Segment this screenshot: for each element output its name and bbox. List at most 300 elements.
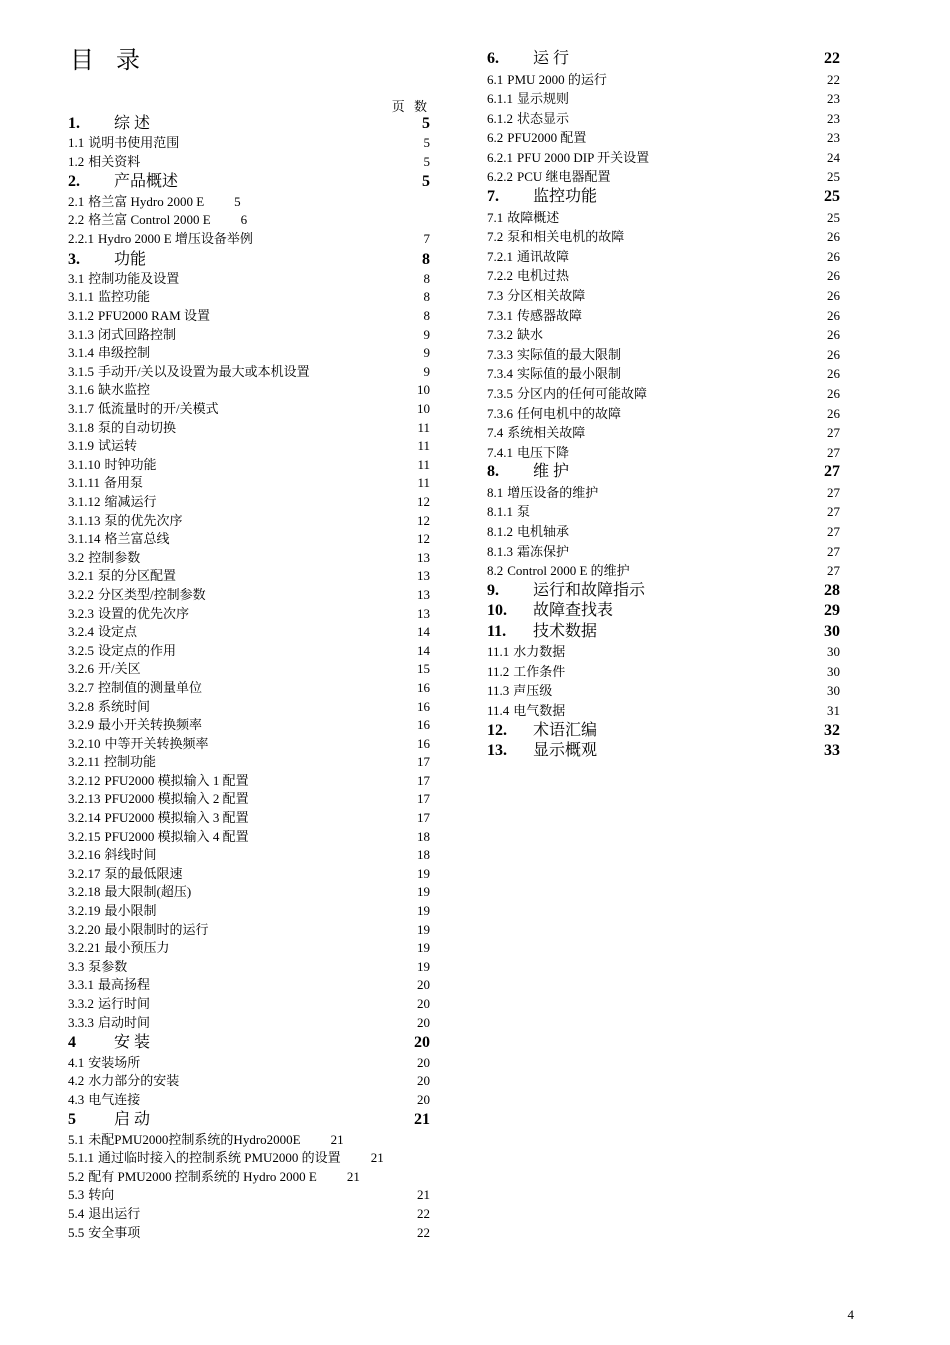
- toc-entry-number: 7.4.1: [487, 444, 513, 460]
- toc-entry-number: 7.3.5: [487, 385, 513, 401]
- toc-entry-page: 17: [417, 754, 430, 770]
- toc-entry[interactable]: [68, 1054, 430, 1073]
- toc-entry[interactable]: [487, 306, 840, 326]
- toc-entry-title: 通讯故障: [517, 248, 570, 264]
- toc-entry-number: 11.2: [487, 663, 510, 679]
- toc-chapter-entry[interactable]: [487, 721, 840, 742]
- toc-entry-title: 水力数据: [513, 644, 566, 660]
- toc-chapter-entry[interactable]: [487, 601, 840, 622]
- toc-entry-page: 28: [824, 581, 840, 599]
- toc-entry[interactable]: [487, 502, 840, 522]
- toc-entry[interactable]: [487, 167, 840, 187]
- toc-entry-title: 水力部分的安装: [88, 1073, 180, 1089]
- toc-entry-page: 5: [422, 173, 430, 191]
- toc-entry-number: 7.3.1: [487, 307, 513, 323]
- toc-entry[interactable]: [68, 1224, 430, 1243]
- toc-entry-page: 22: [827, 71, 840, 87]
- toc-entry-page: 20: [417, 1091, 430, 1107]
- toc-entry[interactable]: [487, 443, 840, 463]
- toc-entry[interactable]: [68, 698, 430, 717]
- toc-entry-title: PFU2000 模拟输入 2 配置: [104, 791, 249, 807]
- toc-entry-number: 3.2.18: [68, 884, 101, 900]
- toc-entry-page: 13: [417, 549, 430, 565]
- toc-entry-number: 6.1.2: [487, 110, 513, 126]
- toc-entry-title: 工作条件: [513, 663, 566, 679]
- toc-entry-title: 相关资料: [88, 153, 141, 169]
- toc-entry-page: 27: [827, 543, 840, 559]
- toc-entry-title: 产品概述: [114, 173, 179, 191]
- toc-entry-title: 控制功能及设置: [88, 270, 180, 286]
- toc-entry-title: PFU 2000 DIP 开关设置: [517, 149, 650, 165]
- toc-chapter-entry[interactable]: [487, 581, 840, 602]
- toc-entry-number: 8.2: [487, 563, 504, 579]
- toc-entry-number: 3.1: [68, 270, 85, 286]
- toc-entry-page: 5: [423, 135, 430, 151]
- toc-entry[interactable]: [68, 530, 430, 549]
- toc-entry-number: 3.1.8: [68, 419, 94, 435]
- toc-entry[interactable]: [68, 419, 430, 438]
- toc-entry-title: 设定点: [98, 624, 138, 640]
- toc-entry[interactable]: [68, 679, 430, 698]
- toc-entry-title: 备用泵: [104, 475, 144, 491]
- toc-entry-title: 泵和相关电机的故障: [507, 229, 625, 245]
- toc-entry-number: 12.: [487, 721, 507, 739]
- toc-entry-number: 8.1: [487, 484, 504, 500]
- toc-entry[interactable]: [68, 230, 430, 249]
- toc-entry-number: 7.2.1: [487, 248, 513, 264]
- toc-entry[interactable]: [68, 326, 430, 345]
- toc-entry[interactable]: [68, 1072, 430, 1091]
- toc-entry[interactable]: [68, 193, 430, 212]
- toc-entry-title: 格兰富总线: [104, 531, 170, 547]
- footer-page-number: 4: [847, 1307, 854, 1322]
- toc-entry-page: 29: [824, 602, 840, 620]
- toc-entry-title: 系统相关故障: [507, 425, 586, 441]
- toc-entry[interactable]: [68, 567, 430, 586]
- toc-entry-number: 3.1.5: [68, 363, 94, 379]
- toc-entry-page: 26: [827, 327, 840, 343]
- toc-entry-page: 16: [417, 679, 430, 695]
- toc-entry-title: 最小预压力: [104, 940, 170, 956]
- toc-chapter-entry[interactable]: [68, 113, 430, 134]
- toc-entry-page: 9: [423, 345, 430, 361]
- toc-entry[interactable]: [68, 995, 430, 1014]
- toc-entry-title: 运行时间: [98, 996, 151, 1012]
- toc-entry-title: 中等开关转换频率: [104, 735, 209, 751]
- toc-entry-title: PFU2000 RAM 设置: [98, 308, 210, 324]
- toc-entry-title: Hydro 2000 E 增压设备举例: [98, 230, 253, 246]
- toc-entry-number: 5.5: [68, 1224, 85, 1240]
- toc-entry[interactable]: [68, 270, 430, 289]
- toc-entry-number: 3.1.11: [68, 475, 101, 491]
- toc-entry-page: 5: [234, 193, 241, 209]
- toc-chapter-entry[interactable]: [68, 1032, 430, 1053]
- toc-entry-page: 27: [827, 563, 840, 579]
- toc-entry-number: 5.1.1: [68, 1150, 94, 1166]
- toc-entry[interactable]: [68, 211, 430, 230]
- toc-entry[interactable]: [68, 605, 430, 624]
- toc-entry-title: 手动开/关以及设置为最大或本机设置: [98, 363, 310, 379]
- toc-entry-number: 3.2.19: [68, 903, 101, 919]
- toc-entry-page: 23: [827, 91, 840, 107]
- toc-entry[interactable]: [68, 735, 430, 754]
- toc-entry[interactable]: [68, 1168, 430, 1187]
- toc-entry-number: 3.3: [68, 958, 85, 974]
- toc-entry-title: 安装场所: [88, 1054, 141, 1070]
- toc-entry-number: 3.1.9: [68, 438, 94, 454]
- page-title: 目 录: [70, 48, 148, 74]
- toc-entry[interactable]: [68, 790, 430, 809]
- toc-entry-page: 9: [423, 363, 430, 379]
- toc-entry-page: 13: [417, 568, 430, 584]
- toc-entry[interactable]: [487, 208, 840, 228]
- toc-entry-title: 实际值的最大限制: [517, 346, 622, 362]
- toc-entry[interactable]: [68, 921, 430, 940]
- toc-entry-page: 21: [346, 1168, 360, 1184]
- toc-entry-number: 6.1.1: [487, 91, 513, 107]
- toc-entry-title: 最小开关转换频率: [98, 717, 203, 733]
- toc-entry-page: 27: [827, 523, 840, 539]
- toc-entry-title: 启 动: [114, 1111, 151, 1129]
- toc-entry-page: 23: [827, 110, 840, 126]
- toc-entry-page: 20: [417, 996, 430, 1012]
- toc-entry[interactable]: [68, 642, 430, 661]
- toc-entry[interactable]: [487, 681, 840, 701]
- toc-entry-number: 3.1.13: [68, 512, 101, 528]
- toc-entry-page: 21: [330, 1131, 344, 1147]
- toc-entry-page: 32: [824, 721, 840, 739]
- toc-entry-title: 泵的分区配置: [98, 568, 177, 584]
- toc-entry-page: 26: [827, 385, 840, 401]
- toc-entry-title: 故障概述: [507, 209, 560, 225]
- toc-entry[interactable]: [487, 89, 840, 109]
- toc-entry-title: 术语汇编: [533, 721, 598, 739]
- toc-chapter-entry[interactable]: [487, 187, 840, 208]
- toc-chapter-entry[interactable]: [487, 622, 840, 643]
- toc-entry-number: 5.2: [68, 1168, 85, 1184]
- toc-entry-number: 3.1.7: [68, 401, 94, 417]
- toc-entry-number: 13.: [487, 742, 507, 760]
- toc-entry-page: 26: [827, 346, 840, 362]
- toc-entry[interactable]: [68, 586, 430, 605]
- toc-entry-page: 20: [417, 1073, 430, 1089]
- toc-entry-number: 11.3: [487, 683, 510, 699]
- toc-entry-title: 试运转: [98, 438, 138, 454]
- toc-entry-page: 19: [417, 958, 430, 974]
- toc-entry[interactable]: [68, 883, 430, 902]
- toc-entry-number: 4.3: [68, 1091, 85, 1107]
- toc-entry[interactable]: [68, 344, 430, 363]
- toc-entry[interactable]: [68, 865, 430, 884]
- toc-entry-number: 3.1.1: [68, 289, 94, 305]
- toc-entry-number: 8.1.2: [487, 523, 513, 539]
- toc-entry-title: 设置的优先次序: [98, 605, 190, 621]
- toc-entry-title: 电气数据: [513, 703, 566, 719]
- toc-entry-number: 3.3.3: [68, 1014, 94, 1030]
- toc-entry-page: 11: [417, 475, 430, 491]
- toc-entry-page: 8: [423, 308, 430, 324]
- toc-entry-page: 25: [827, 209, 840, 225]
- toc-entry[interactable]: [487, 701, 840, 721]
- toc-entry[interactable]: [487, 109, 840, 129]
- toc-entry[interactable]: [487, 325, 840, 345]
- toc-entry-page: 33: [824, 742, 840, 760]
- toc-entry-page: 19: [417, 865, 430, 881]
- toc-entry[interactable]: [487, 247, 840, 267]
- toc-entry[interactable]: [68, 623, 430, 642]
- toc-entry-number: 2.: [68, 173, 80, 191]
- toc-entry-number: 1.2: [68, 153, 85, 169]
- toc-entry-title: Control 2000 E 的维护: [507, 563, 630, 579]
- toc-entry-title: 声压级: [513, 683, 553, 699]
- toc-entry[interactable]: [487, 364, 840, 384]
- toc-entry[interactable]: [487, 662, 840, 682]
- toc-entry-page: 26: [827, 248, 840, 264]
- toc-entry-page: 19: [417, 921, 430, 937]
- toc-entry-page: 9: [423, 326, 430, 342]
- toc-entry[interactable]: [487, 345, 840, 365]
- toc-entry-page: 21: [414, 1111, 430, 1129]
- toc-entry-page: 10: [417, 401, 430, 417]
- toc-entry-title: 控制参数: [88, 549, 141, 565]
- toc-entry-title: 技术数据: [533, 622, 598, 640]
- toc-entry-number: 7.3.4: [487, 366, 513, 382]
- toc-entry[interactable]: [68, 1091, 430, 1110]
- toc-entry[interactable]: [68, 1186, 430, 1205]
- toc-entry-page: 27: [827, 444, 840, 460]
- toc-entry-page: 20: [417, 1054, 430, 1070]
- toc-entry[interactable]: [68, 134, 430, 153]
- toc-entry[interactable]: [68, 549, 430, 568]
- toc-entry-title: 泵: [517, 504, 531, 520]
- toc-entry-title: 格兰富 Hydro 2000 E: [88, 193, 205, 209]
- toc-entry[interactable]: [68, 437, 430, 456]
- toc-entry-number: 11.1: [487, 644, 510, 660]
- toc-entry[interactable]: [68, 1205, 430, 1224]
- toc-entry-title: 控制值的测量单位: [98, 679, 203, 695]
- toc-entry-number: 3.2.1: [68, 568, 94, 584]
- toc-entry-title: 泵参数: [88, 958, 128, 974]
- toc-entry-title: 设定点的作用: [98, 642, 177, 658]
- toc-entry[interactable]: [68, 1149, 430, 1168]
- toc-entry-number: 6.2.1: [487, 149, 513, 165]
- toc-entry[interactable]: [487, 483, 840, 503]
- toc-entry-number: 3.2.2: [68, 586, 94, 602]
- toc-entry-number: 7.2: [487, 229, 504, 245]
- toc-entry-title: PCU 继电器配置: [517, 169, 611, 185]
- toc-entry-page: 26: [827, 366, 840, 382]
- toc-entry-title: 最小限制: [104, 903, 157, 919]
- toc-entry[interactable]: [68, 307, 430, 326]
- toc-entry-number: 3.2.11: [68, 754, 101, 770]
- toc-entry-title: 增压设备的维护: [507, 484, 599, 500]
- toc-entry-title: 最大限制(超压): [104, 884, 192, 900]
- toc-entry-page: 5: [422, 115, 430, 132]
- toc-entry-number: 5.1: [68, 1131, 85, 1147]
- toc-entry[interactable]: [487, 522, 840, 542]
- toc-entry[interactable]: [487, 70, 840, 90]
- toc-entry-title: 运 行: [533, 50, 570, 67]
- toc-left-column: [68, 113, 430, 1242]
- toc-entry-title: 系统时间: [98, 698, 151, 714]
- toc-entry-page: 17: [417, 791, 430, 807]
- toc-entry-number: 3.1.4: [68, 345, 94, 361]
- toc-entry-page: 14: [417, 642, 430, 658]
- toc-entry-title: 开/关区: [98, 661, 141, 677]
- toc-entry-page: 8: [423, 270, 430, 286]
- toc-entry-number: 3.2.9: [68, 717, 94, 733]
- toc-entry[interactable]: [68, 1014, 430, 1033]
- toc-entry-number: 3.1.3: [68, 326, 94, 342]
- toc-entry[interactable]: [487, 384, 840, 404]
- page-column-label: 页 数: [391, 99, 430, 114]
- toc-entry[interactable]: [487, 227, 840, 247]
- toc-entry-page: 26: [827, 307, 840, 323]
- toc-entry[interactable]: [487, 404, 840, 424]
- toc-entry-page: 25: [824, 188, 840, 206]
- toc-entry-page: 20: [417, 1014, 430, 1030]
- toc-chapter-entry[interactable]: [68, 1109, 430, 1130]
- toc-entry-page: 19: [417, 903, 430, 919]
- toc-entry-number: 3.2.17: [68, 865, 101, 881]
- toc-entry-number: 3.1.10: [68, 456, 101, 472]
- toc-entry-number: 3.2.20: [68, 921, 101, 937]
- toc-entry[interactable]: [68, 716, 430, 735]
- toc-entry-number: 11.: [487, 622, 507, 640]
- toc-entry-number: 3.1.2: [68, 308, 94, 324]
- toc-entry[interactable]: [487, 423, 840, 443]
- toc-entry[interactable]: [68, 753, 430, 772]
- toc-entry-number: 7.2.2: [487, 268, 513, 284]
- toc-entry-title: 控制功能: [104, 754, 157, 770]
- toc-entry-page: 12: [417, 531, 430, 547]
- toc-entry[interactable]: [487, 266, 840, 286]
- toc-entry[interactable]: [68, 958, 430, 977]
- toc-entry-number: 3.2.3: [68, 605, 94, 621]
- toc-entry-page: 27: [827, 425, 840, 441]
- toc-entry-number: 3.2.14: [68, 810, 101, 826]
- toc-entry-number: 3.: [68, 250, 80, 268]
- toc-entry[interactable]: [487, 542, 840, 562]
- toc-entry[interactable]: [68, 828, 430, 847]
- toc-entry-title: 显示概观: [533, 742, 598, 760]
- toc-entry-title: PFU2000 模拟输入 3 配置: [104, 810, 249, 826]
- toc-entry-page: 30: [824, 622, 840, 640]
- toc-entry[interactable]: [487, 561, 840, 581]
- toc-entry-title: PMU 2000 的运行: [507, 71, 607, 87]
- toc-entry-title: 电机轴承: [517, 523, 570, 539]
- toc-entry[interactable]: [68, 493, 430, 512]
- toc-entry-number: 2.2: [68, 212, 85, 228]
- toc-entry-number: 2.2.1: [68, 230, 94, 246]
- toc-entry-title: 低流量时的开/关模式: [98, 401, 219, 417]
- toc-entry[interactable]: [68, 153, 430, 172]
- toc-entry-number: 9.: [487, 581, 499, 599]
- toc-entry-title: 安全事项: [88, 1224, 141, 1240]
- toc-entry[interactable]: [68, 846, 430, 865]
- toc-entry-page: 26: [827, 405, 840, 421]
- toc-entry-number: 3.3.1: [68, 977, 94, 993]
- toc-chapter-entry[interactable]: [487, 49, 840, 70]
- toc-entry-number: 4.2: [68, 1073, 85, 1089]
- toc-entry-number: 5.4: [68, 1205, 85, 1221]
- toc-chapter-entry[interactable]: [487, 462, 840, 483]
- toc-entry-page: 25: [827, 169, 840, 185]
- toc-entry[interactable]: [68, 363, 430, 382]
- toc-entry-number: 1.1: [68, 135, 85, 151]
- toc-entry[interactable]: [68, 976, 430, 995]
- toc-entry-page: 30: [827, 644, 840, 660]
- toc-entry-page: 14: [417, 624, 430, 640]
- toc-entry-number: 3.2.10: [68, 735, 101, 751]
- toc-entry-number: 3.1.6: [68, 382, 94, 398]
- toc-entry[interactable]: [68, 660, 430, 679]
- toc-entry[interactable]: [487, 286, 840, 306]
- toc-chapter-entry[interactable]: [487, 741, 840, 762]
- toc-entry-title: 任何电机中的故障: [517, 405, 622, 421]
- toc-entry-title: 分区内的任何可能故障: [517, 385, 648, 401]
- toc-entry-page: 22: [824, 50, 840, 67]
- toc-entry-title: 泵的自动切换: [98, 419, 177, 435]
- toc-entry[interactable]: [68, 512, 430, 531]
- toc-entry-number: 3.2.12: [68, 772, 101, 788]
- toc-entry-title: 最小限制时的运行: [104, 921, 209, 937]
- toc-entry[interactable]: [68, 902, 430, 921]
- toc-entry-title: 显示规则: [517, 91, 570, 107]
- toc-entry[interactable]: [487, 128, 840, 148]
- toc-entry-page: 16: [417, 717, 430, 733]
- toc-entry-page: 16: [417, 735, 430, 751]
- toc-entry[interactable]: [68, 939, 430, 958]
- toc-entry-number: 3.2.5: [68, 642, 94, 658]
- toc-entry[interactable]: [68, 772, 430, 791]
- toc-entry-number: 7.3.6: [487, 405, 513, 421]
- toc-entry[interactable]: [68, 474, 430, 493]
- toc-entry-title: 分区相关故障: [507, 287, 586, 303]
- toc-entry-number: 10.: [487, 602, 507, 620]
- toc-entry[interactable]: [68, 456, 430, 475]
- toc-entry[interactable]: [68, 400, 430, 419]
- toc-entry-title: PFU2000 模拟输入 1 配置: [104, 772, 249, 788]
- toc-entry[interactable]: [487, 642, 840, 662]
- toc-entry[interactable]: [68, 809, 430, 828]
- toc-entry[interactable]: [487, 148, 840, 168]
- toc-chapter-entry[interactable]: [68, 249, 430, 270]
- toc-chapter-entry[interactable]: [68, 171, 430, 192]
- toc-entry-title: 转向: [88, 1187, 115, 1203]
- toc-entry-title: PFU2000 配置: [507, 130, 587, 146]
- toc-entry-title: 缺水: [517, 327, 544, 343]
- toc-entry-page: 19: [417, 884, 430, 900]
- toc-entry-number: 3.2.8: [68, 698, 94, 714]
- toc-entry-number: 2.1: [68, 193, 85, 209]
- toc-entry-page: 13: [417, 605, 430, 621]
- toc-entry-number: 8.: [487, 463, 499, 481]
- toc-entry-page: 26: [827, 287, 840, 303]
- toc-entry-number: 3.3.2: [68, 996, 94, 1012]
- toc-entry-page: 27: [824, 463, 840, 481]
- toc-entry[interactable]: [68, 1131, 430, 1150]
- toc-entry[interactable]: [68, 288, 430, 307]
- toc-entry-title: 监控功能: [98, 289, 151, 305]
- toc-entry-page: 20: [417, 977, 430, 993]
- toc-entry-title: 说明书使用范围: [88, 135, 180, 151]
- toc-entry-number: 8.1.3: [487, 543, 513, 559]
- toc-entry-page: 18: [417, 828, 430, 844]
- toc-entry[interactable]: [68, 381, 430, 400]
- toc-entry-title: 泵的最低限速: [104, 865, 183, 881]
- toc-entry-title: 斜线时间: [104, 847, 157, 863]
